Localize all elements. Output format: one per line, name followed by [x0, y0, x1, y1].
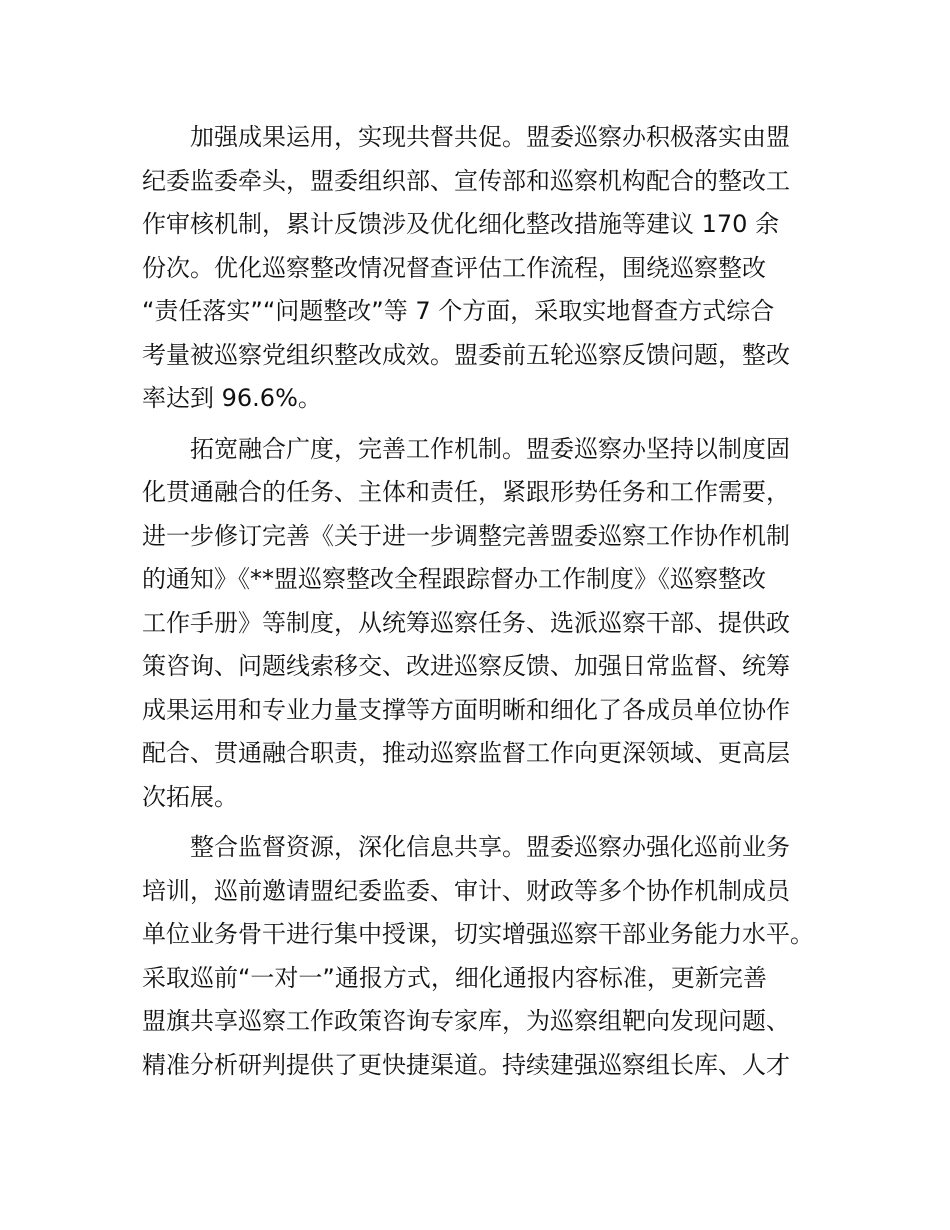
paragraph-line: 的通知》《**盟巡察整改全程跟踪督办工作制度》《巡察整改	[142, 565, 766, 593]
paragraph-line: 进一步修订完善《关于进一步调整完善盟委巡察工作协作机制	[142, 521, 790, 550]
paragraph-line: 化贯通融合的任务、主体和责任，紧跟形势任务和工作需要，	[142, 478, 790, 506]
paragraph-line: 精准分析研判提供了更快捷渠道。持续建强巡察组长库、人才	[142, 1050, 790, 1079]
paragraph-line: 份次。优化巡察整改情况督查评估工作流程，围绕巡察整改	[142, 253, 766, 282]
paragraph-line: 纪委监委牵头，盟委组织部、宣传部和巡察机构配合的整改工	[142, 166, 790, 195]
paragraph-line: 单位业务骨干进行集中授课，切实增强巡察干部业务能力水平。	[142, 920, 814, 948]
paragraph-line: 工作手册》等制度，从统筹巡察任务、选派巡察干部、提供政	[142, 608, 790, 637]
paragraph-work-mechanism	[142, 428, 822, 820]
document-body	[142, 116, 822, 1087]
paragraph-line: 盟旗共享巡察工作政策咨询专家库，为巡察组靶向发现问题、	[142, 1007, 790, 1035]
paragraph-line: 成果运用和专业力量支撑等方面明晰和细化了各成员单位协作	[142, 695, 790, 724]
paragraph-line: 拓宽融合广度，完善工作机制。盟委巡察办坚持以制度固	[190, 434, 790, 463]
paragraph-line: 整合监督资源，深化信息共享。盟委巡察办强化巡前业务	[190, 833, 790, 861]
paragraph-line: 次拓展。	[142, 782, 238, 811]
paragraph-line: 策咨询、问题线索移交、改进巡察反馈、加强日常监督、统筹	[142, 652, 790, 680]
paragraph-information-sharing	[142, 826, 822, 1087]
paragraph-gap	[142, 421, 822, 428]
paragraph-line: “责任落实”“问题整改”等 7 个方面，采取实地督查方式综合	[142, 297, 775, 325]
paragraph-line: 作审核机制，累计反馈涉及优化细化整改措施等建议 170 余	[142, 210, 780, 238]
paragraph-line: 培训，巡前邀请盟纪委监委、审计、财政等多个协作机制成员	[142, 876, 790, 905]
paragraph-line: 配合、贯通融合职责，推动巡察监督工作向更深领域、更高层	[142, 739, 790, 767]
paragraph-line: 加强成果运用，实现共督共促。盟委巡察办积极落实由盟	[190, 123, 790, 151]
paragraph-line: 率达到 96.6%。	[142, 384, 322, 412]
paragraph-line: 考量被巡察党组织整改成效。盟委前五轮巡察反馈问题，整改	[142, 340, 790, 369]
paragraph-line: 采取巡前“一对一”通报方式，细化通报内容标准，更新完善	[142, 963, 767, 992]
paragraph-gap	[142, 819, 822, 826]
paragraph-results-application	[142, 116, 822, 421]
